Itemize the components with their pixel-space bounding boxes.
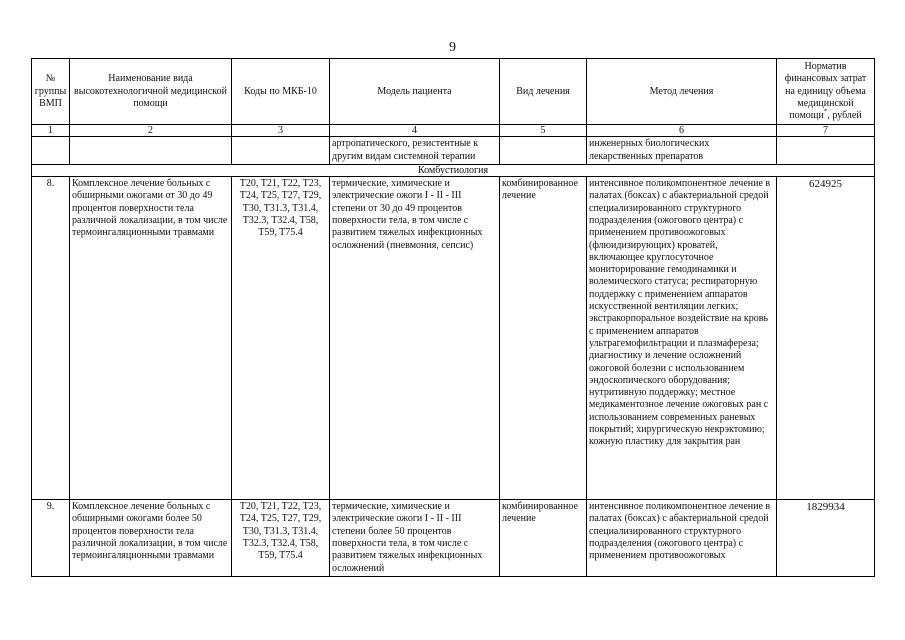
header-cost-standard (777, 59, 875, 125)
icd-codes: T20, T21, T22, T23, T24, T25, T27, T29, T30, T31.3, T31.4, T32.3, T32.4, T58, T59, T75.4 (232, 500, 330, 577)
column-number: 6 (587, 125, 777, 137)
patient-model: термические, химические и электрические ожоги I - II - III степени более 50 процентов поверхности тела, в том числе с развитием тяжелых инфекционных осложнений (330, 500, 500, 577)
column-number: 1 (32, 125, 70, 137)
treatment-type: комбинированное лечение (500, 500, 587, 577)
care-type-name: Комплексное лечение больных с обширными ожогами от 30 до 49 процентов поверхности тела различной локализации, в том числе термоингаляционными травмами (70, 177, 232, 500)
section-title: Комбустиология (32, 165, 875, 177)
treatment-method: интенсивное поликомпонентное лечение в палатах (боксах) с абактериальной средой специализированного структурного подразделения (ожогового центра) с применением противоожоговых (флюидизирующих) кроватей, включающее круглосуточное мониторирование гемодинамики и волемического статуса; респираторную поддержку с применением аппаратов искусственной вентиляции легких; экстракорпоральное воздействие на кровь с применением аппаратов ультрагемофильтрации и плазмафереза; диагностику и лечение осложнений ожоговой болезни с использованием эндоскопического оборудования; нутритивную поддержку; местное медикаментозное лечение ожоговых ран с использованием современных раневых покрытий; хирургическую некрэктомию; кожную пластику для закрытия ран (587, 177, 777, 500)
page-number: 9 (449, 40, 456, 55)
group-number: 8. (32, 177, 70, 500)
continuation-method: инженерных биологических лекарственных препаратов (587, 137, 777, 165)
header-cost-footnote-mark: * (823, 107, 828, 116)
cost-standard: 1829934 (777, 500, 875, 577)
header-row (32, 59, 875, 125)
header-cost-text: Норматив финансовых затрат на единицу объема медицинской помощи (784, 61, 867, 122)
column-number: 4 (330, 125, 500, 137)
cost-standard: 624925 (777, 177, 875, 500)
header-treatment-type: Вид лечения (500, 59, 587, 125)
treatment-type: комбинированное лечение (500, 177, 587, 500)
care-type-name: Комплексное лечение больных с обширными ожогами более 50 процентов поверхности тела различной локализации, в том числе термоингаляционными травмами (70, 500, 232, 577)
header-group-number: № группы ВМП (32, 59, 70, 125)
column-number: 3 (232, 125, 330, 137)
table-row (32, 500, 875, 577)
header-treatment-method: Метод лечения (587, 59, 777, 125)
icd-codes: T20, T21, T22, T23, T24, T25, T27, T29, T30, T31.3, T31.4, T32.3, T32.4, T58, T59, T75.4 (232, 177, 330, 500)
column-number-row (32, 125, 875, 137)
section-row (32, 165, 875, 177)
column-number: 7 (777, 125, 875, 137)
continuation-row (32, 137, 875, 165)
column-number: 5 (500, 125, 587, 137)
vmp-table (31, 58, 875, 577)
group-number: 9. (32, 500, 70, 577)
header-patient-model: Модель пациента (330, 59, 500, 125)
treatment-method: интенсивное поликомпонентное лечение в палатах (боксах) с абактериальной средой специализированного структурного подразделения (ожогового центра) с применением противоожоговых (587, 500, 777, 577)
column-number: 2 (70, 125, 232, 137)
header-icd-codes: Коды по МКБ-10 (232, 59, 330, 125)
table-row (32, 177, 875, 500)
patient-model: термические, химические и электрические ожоги I - II - III степени от 30 до 49 процентов поверхности тела, в том числе с развитием тяжелых инфекционных осложнений (пневмония, сепсис) (330, 177, 500, 500)
header-cost-unit: , рублей (827, 110, 862, 122)
header-care-type-name: Наименование вида высокотехнологичной медицинской помощи (70, 59, 232, 125)
continuation-patient-model: артропатического, резистентные к другим видам системной терапии (330, 137, 500, 165)
